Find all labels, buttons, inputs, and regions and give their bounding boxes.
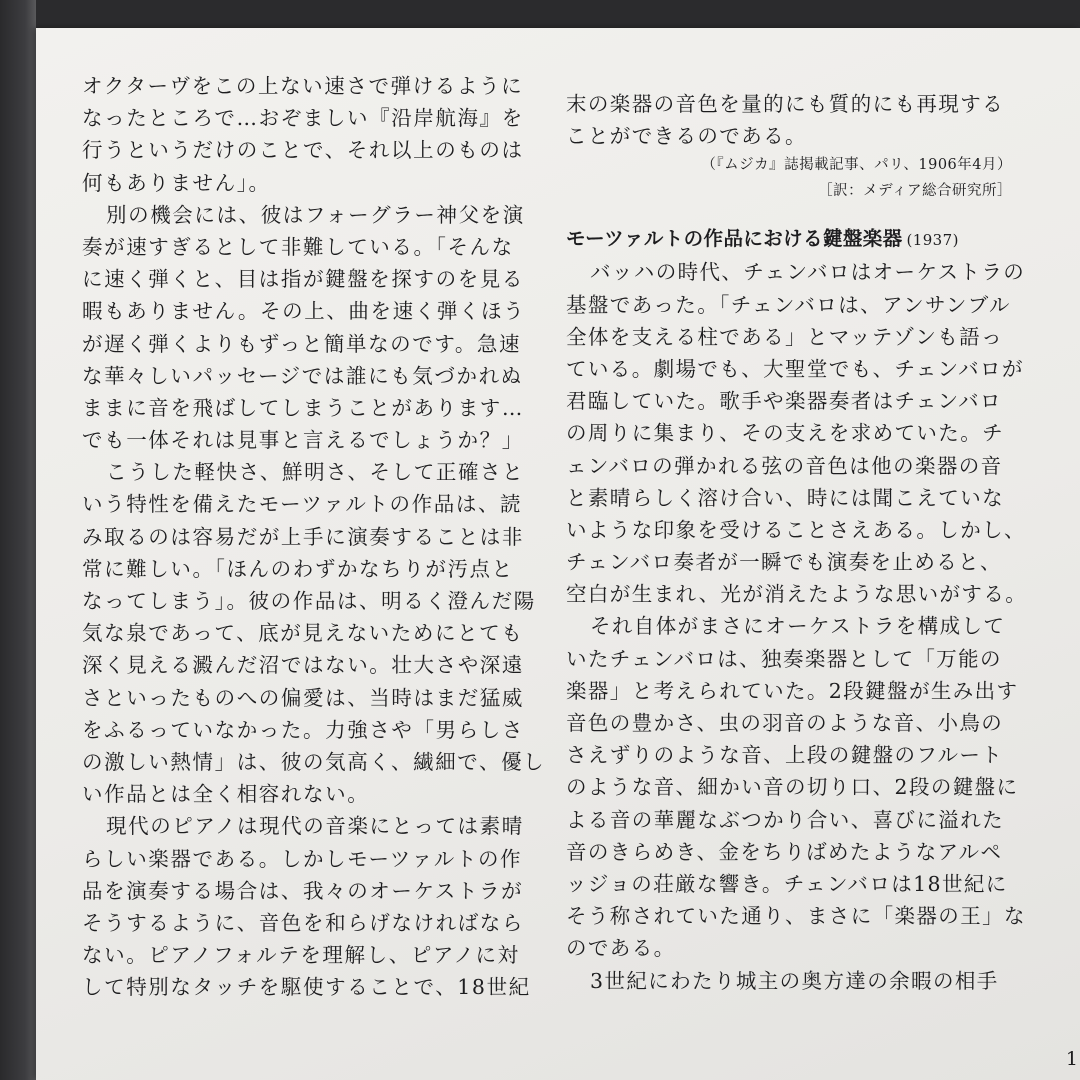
text-line: のような音、細かい音の切り口、2段の鍵盤に bbox=[566, 775, 1019, 800]
text-line: いような印象を受けることさえある。しかし、 bbox=[566, 517, 1026, 542]
section-year: (1937) bbox=[906, 231, 959, 250]
text-line: 品を演奏する場合は、我々のオーケストラが bbox=[82, 878, 524, 903]
text-line: 全体を支える柱である」とマッテゾンも語っ bbox=[566, 324, 1003, 349]
text-line: 何もありません」。 bbox=[82, 170, 271, 195]
text-line: ことができるのである。 bbox=[566, 124, 807, 149]
right-intro-paragraph bbox=[566, 88, 1018, 152]
text-line: こうした軽快さ、鮮明さ、そして正確さと bbox=[106, 460, 525, 485]
text-line: の周りに集まり、その支えを求めていた。チ bbox=[566, 421, 1004, 446]
text-line: 君臨していた。歌手や楽器奏者はチェンバロ bbox=[566, 389, 1002, 414]
text-line: 現代のピアノは現代の音楽にとっては素晴 bbox=[106, 814, 524, 839]
text-line: なってしまう」。彼の作品は、明るく澄んだ陽 bbox=[82, 589, 536, 613]
text-line: 基盤であった。「チェンバロは、アンサンブル bbox=[566, 292, 1011, 317]
text-line: それ自体がまさにオーケストラを構成して bbox=[590, 614, 1006, 639]
text-line: オクターヴをこの上ない速さで弾けるように bbox=[82, 74, 524, 98]
text-line: が遅く弾くよりもずっと簡単なのです。急速 bbox=[82, 331, 522, 356]
text-line: よる音の華麗なぶつかり合い、喜びに溢れた bbox=[566, 807, 1004, 832]
text-line: チェンバロ奏者が一瞬でも演奏を止めると、 bbox=[566, 550, 1002, 575]
text-line: 行うというだけのことで、それ以上のものは bbox=[82, 138, 524, 163]
text-line: 3世紀にわたり城主の奥方達の余暇の相手 bbox=[590, 968, 999, 993]
text-line: な華々しいパッセージでは誰にも気づかれぬ bbox=[82, 363, 523, 388]
text-line: らしい楽器である。しかしモーツァルトの作 bbox=[82, 846, 523, 871]
section-heading bbox=[566, 222, 1018, 256]
text-line: に速く弾くと、目は指が鍵盤を探すのを見る bbox=[82, 267, 524, 292]
text-line: ェンバロの弾かれる弦の音色は他の楽器の音 bbox=[566, 453, 1003, 478]
left-text-column bbox=[82, 70, 546, 1003]
text-line: ッジョの荘厳な響き。チェンバロは18世紀に bbox=[566, 871, 1008, 896]
text-line: いう特性を備えたモーツァルトの作品は、読 bbox=[82, 492, 523, 517]
text-line: 音のきらめき、金をちりばめたようなアルペ bbox=[566, 839, 1003, 864]
text-line: ている。劇場でも、大聖堂でも、チェンバロが bbox=[566, 356, 1024, 381]
text-line: そうするように、音色を和らげなければなら bbox=[82, 910, 524, 935]
section-title: モーツァルトの作品における鍵盤楽器 bbox=[566, 227, 903, 251]
text-line: いたチェンバロは、独奏楽器として「万能の bbox=[566, 646, 1002, 671]
text-line: ままに音を飛ばしてしまうことがあります… bbox=[82, 395, 524, 420]
text-line: み取るのは容易だが上手に演奏することは非 bbox=[82, 524, 524, 549]
book-page bbox=[36, 28, 1080, 1080]
text-line: して特別なタッチを駆使することで、18世紀 bbox=[82, 975, 531, 1000]
citation-source: （『ムジカ』誌掲載記事、パリ、1906年4月） bbox=[701, 157, 1012, 174]
citation-translator: ［訳：メディア総合研究所］ bbox=[818, 183, 1012, 200]
text-line: 末の楽器の音色を量的にも質的にも再現する bbox=[566, 92, 1004, 116]
text-line: ない。ピアノフォルテを理解し、ピアノに対 bbox=[82, 943, 520, 968]
text-line: そう称されていた通り、まさに「楽器の王」な bbox=[566, 904, 1026, 929]
text-line: の激しい熱情」は、彼の気高く、繊細で、優し bbox=[82, 749, 546, 774]
text-line: 奏が速すぎるとして非難している。「そんな bbox=[82, 234, 514, 259]
text-line: 別の機会には、彼はフォーグラー神父を演 bbox=[106, 202, 525, 227]
text-line: 常に難しい。「ほんのわずかなちりが汚点と bbox=[82, 556, 514, 581]
text-line: をふるっていなかった。力強さや「男らしさ bbox=[82, 717, 524, 742]
text-line: と素晴らしく溶け合い、時には聞こえていな bbox=[566, 485, 1004, 510]
text-line: のである。 bbox=[566, 936, 676, 961]
right-body-text bbox=[566, 256, 1028, 996]
text-line: さといったものへの偏愛は、当時はまだ猛威 bbox=[82, 685, 524, 710]
binding-shadow bbox=[0, 0, 36, 1080]
text-line: 音色の豊かさ、虫の羽音のような音、小鳥の bbox=[566, 711, 1004, 735]
right-text-column bbox=[566, 88, 1028, 997]
text-line: 楽器」と考えられていた。2段鍵盤が生み出す bbox=[566, 678, 1019, 703]
text-line: 深く見える澱んだ沼ではない。壮大さや深遠 bbox=[82, 653, 524, 678]
text-line: なったところで…おぞましい『沿岸航海』を bbox=[82, 106, 524, 131]
text-line: 空白が生まれ、光が消えたような思いがする。 bbox=[566, 582, 1028, 607]
text-line: 暇もありません。その上、曲を速く弾くほう bbox=[82, 299, 526, 324]
text-line: い作品とは全く相容れない。 bbox=[82, 782, 370, 807]
text-line: 気な泉であって、底が見えないためにとても bbox=[82, 621, 524, 646]
text-line: さえずりのような音、上段の鍵盤のフルート bbox=[566, 743, 1004, 768]
page-number: 1 bbox=[1065, 1048, 1078, 1070]
text-line: でも一体それは見事と言えるでしょうか？」 bbox=[82, 428, 524, 453]
text-line: バッハの時代、チェンバロはオーケストラの bbox=[590, 260, 1026, 285]
